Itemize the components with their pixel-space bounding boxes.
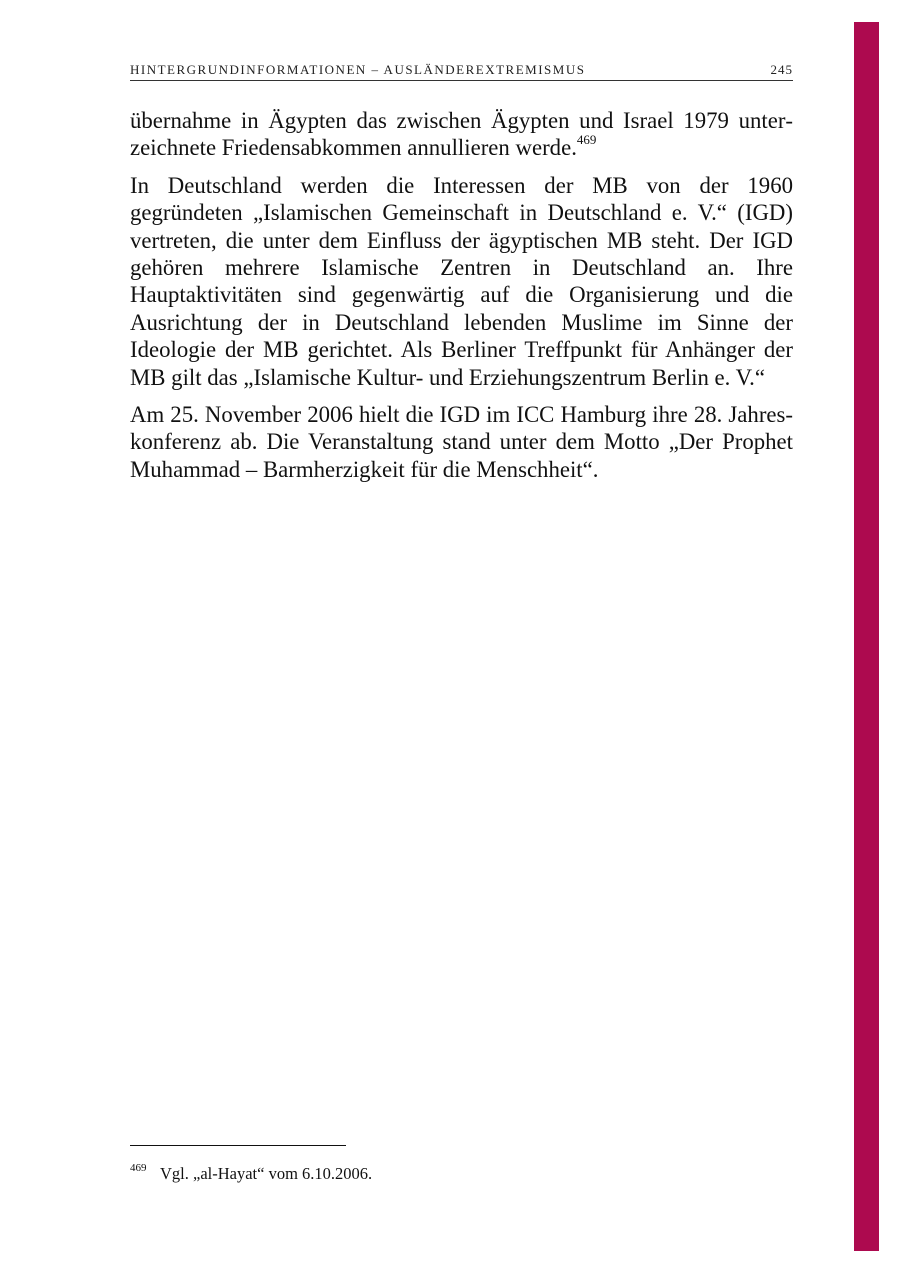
running-header <box>130 62 793 78</box>
paragraph <box>130 401 793 483</box>
footnote-text: Vgl. „al-Hayat“ vom 6.10.2006. <box>160 1164 373 1183</box>
footnote-rule <box>130 1145 346 1146</box>
side-color-bar <box>854 22 879 1251</box>
paragraph-text: Am 25. November 2006 hielt die IGD im ICC Hamburg ihre 28. Jahreskonferenz ab. Die Veranstaltung stand unter dem Motto „Der Prophet Muhammad – Barmherzigkeit für die Menschheit“. <box>130 402 793 482</box>
running-title: HINTERGRUNDINFORMATIONEN – AUSLÄNDEREXTREMISMUS <box>130 62 586 77</box>
page-number: 245 <box>770 62 793 77</box>
footnote-reference[interactable]: 469 <box>576 131 597 147</box>
paragraph <box>130 172 793 391</box>
paragraph-text: übernahme in Ägypten das zwischen Ägypten und Israel 1979 unterzeichnete Friedensabkommen annullieren werde. <box>130 108 793 161</box>
paragraph-text: In Deutschland werden die Interessen der MB von der 1960 gegründeten „Islamischen Gemeinschaft in Deutschland e. V.“ (IGD) vertreten, die unter dem Einfluss der ägyptischen MB steht. Der IGD gehören mehrere Islamische Zentren in Deutschland an. Ihre Hauptaktivitäten sind gegenwärtig auf die Organisierung und die Ausrichtung der in Deutschland lebenden Muslime im Sinne der Ideologie der MB gerichtet. Als Berliner Treffpunkt für Anhänger der MB gilt das „Islamische Kultur- und Erziehungszentrum Berlin e. V.“ <box>130 172 793 390</box>
body-text <box>130 107 793 493</box>
footnote-number: 469 <box>130 1162 147 1174</box>
footnote <box>130 1163 793 1185</box>
paragraph <box>130 107 793 162</box>
header-rule <box>130 80 793 81</box>
